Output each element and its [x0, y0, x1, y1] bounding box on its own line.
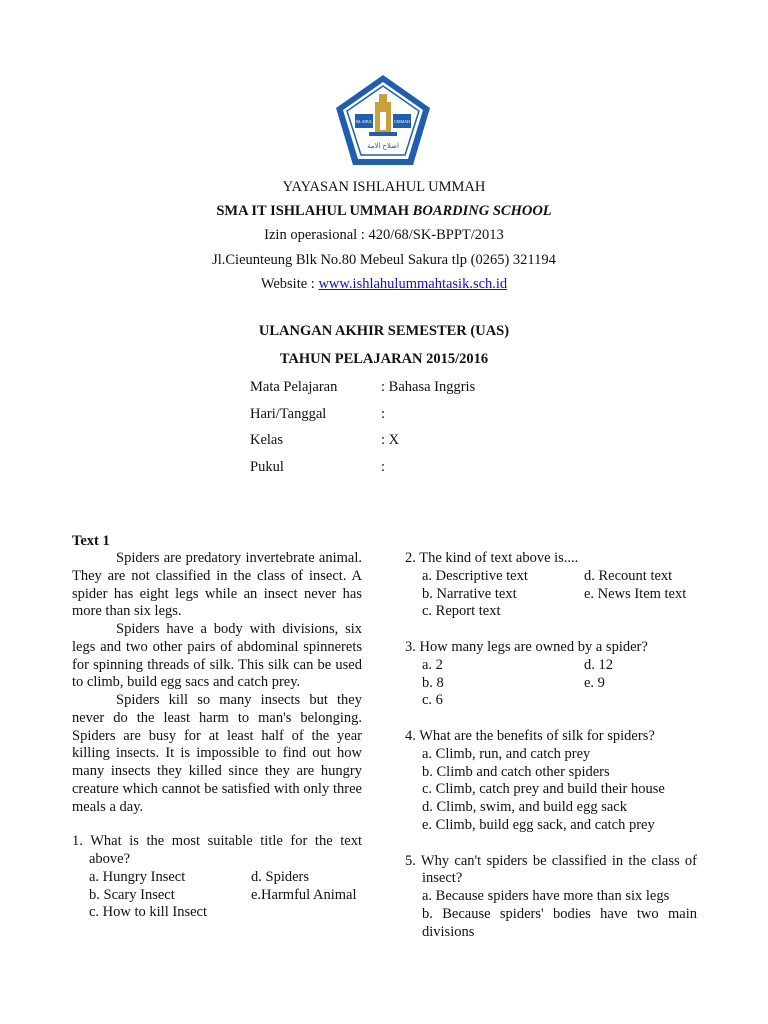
- question-5-option-b: b. Because spiders' bodies have two main divisions: [422, 905, 697, 940]
- question-3-option-a: a. 2: [422, 656, 443, 673]
- field-label-subject: Mata Pelajaran: [250, 379, 338, 395]
- paragraph-1: Spiders are predatory invertebrate animal. They are not classified in the class of insect. A spider has eight legs while an insect never has more than six legs.: [72, 550, 362, 620]
- field-value-date: :: [381, 406, 386, 422]
- school-logo: [333, 72, 433, 172]
- logo-arabic-text: اصلاح الامة: [367, 142, 399, 150]
- question-3-option-b: b. 8: [422, 674, 444, 691]
- question-3: [405, 639, 697, 710]
- foundation-name: YAYASAN ISHLAHUL UMMAH: [282, 179, 486, 195]
- paragraph-2: Spiders have a body with divisions, six legs and two other pairs of abdominal spinnerets for spinning threads of silk. This silk can be used to climb, build egg sacs and catch prey.: [72, 621, 362, 691]
- website-link[interactable]: www.ishlahulummahtasik.sch.id: [318, 276, 508, 292]
- question-1-option-b: b. Scary Insect: [89, 886, 175, 903]
- question-3-option-d: d. 12: [584, 656, 613, 673]
- questions-column: [405, 550, 697, 941]
- field-value-subject: : Bahasa Inggris: [381, 379, 476, 395]
- question-2-option-d: d. Recount text: [584, 567, 673, 584]
- website-line: [0, 275, 768, 293]
- question-2: [405, 550, 697, 621]
- question-1: [72, 833, 362, 922]
- question-2-option-a: a. Descriptive text: [422, 567, 528, 584]
- field-value-time: :: [381, 459, 386, 475]
- question-4-option-b: b. Climb and catch other spiders: [422, 763, 610, 780]
- field-value-class: : X: [381, 432, 400, 448]
- address-line: Jl.Cieunteung Blk No.80 Mebeul Sakura tlp (0265) 321194: [212, 252, 556, 268]
- question-4-option-e: e. Climb, build egg sack, and catch prey: [422, 816, 655, 833]
- school-name-main: SMA IT ISHLAHUL UMMAH: [216, 203, 410, 219]
- field-label-class: Kelas: [250, 432, 284, 448]
- question-4-option-d: d. Climb, swim, and build egg sack: [422, 799, 627, 815]
- question-2-option-c: c. Report text: [422, 603, 501, 620]
- paragraph-3: Spiders kill so many insects but they never do the least harm to man's belonging. Spiders are busy for at least half of the year killing insects. It is impossible to find out how many insects they killed since they are hungry creature which cannot be satisfied with only three meals a day.: [72, 692, 362, 815]
- question-3-option-e: e. 9: [584, 674, 605, 691]
- question-1-option-a: a. Hungry Insect: [89, 868, 186, 885]
- exam-title: ULANGAN AKHIR SEMESTER (UAS): [258, 323, 510, 339]
- logo-text-right: UMMAH: [394, 119, 410, 124]
- field-label-date: Hari/Tanggal: [250, 406, 327, 422]
- website-label: Website :: [260, 276, 319, 292]
- question-5: [405, 853, 697, 942]
- question-3-stem: 3. How many legs are owned by a spider?: [405, 639, 648, 655]
- question-2-option-e: e. News Item text: [584, 585, 687, 602]
- question-1-option-c: c. How to kill Insect: [89, 904, 207, 921]
- field-label-time: Pukul: [250, 459, 284, 475]
- permit-line: Izin operasional : 420/68/SK-BPPT/2013: [264, 227, 504, 243]
- question-4-option-a: a. Climb, run, and catch prey: [422, 745, 591, 762]
- question-2-stem: 2. The kind of text above is....: [405, 550, 579, 566]
- question-3-option-c: c. 6: [422, 692, 443, 709]
- question-5-stem: 5. Why can't spiders be classified in the class of insect?: [405, 852, 697, 887]
- school-name-italic: BOARDING SCHOOL: [412, 203, 552, 219]
- question-4-stem: 4. What are the benefits of silk for spiders?: [405, 728, 655, 744]
- logo-text-left: ISLAHUL: [355, 119, 373, 124]
- question-4: [405, 728, 697, 835]
- question-2-option-b: b. Narrative text: [422, 585, 517, 602]
- question-1-stem: 1. What is the most suitable title for the text above?: [72, 833, 362, 867]
- question-1-option-d: d. Spiders: [251, 868, 309, 885]
- exam-year: TAHUN PELAJARAN 2015/2016: [279, 351, 489, 367]
- question-1-option-e: e.Harmful Animal: [251, 886, 357, 903]
- reading-text-column: [72, 532, 362, 922]
- question-4-option-c: c. Climb, catch prey and build their house: [422, 781, 665, 798]
- text-title: Text 1: [72, 533, 110, 549]
- question-5-option-a: a. Because spiders have more than six legs: [422, 888, 670, 904]
- school-name: [0, 202, 768, 220]
